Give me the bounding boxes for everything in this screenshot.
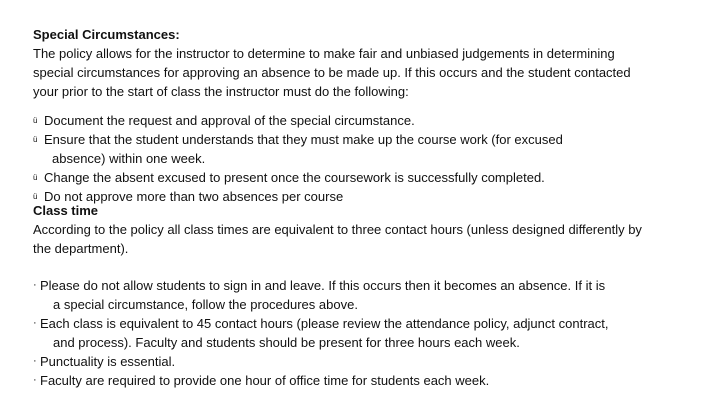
checkmark-bullet-icon: ü (33, 116, 38, 125)
list-item (33, 352, 693, 371)
checkmark-bullet-icon: ü (33, 135, 38, 144)
list-item (33, 314, 693, 352)
dot-bullet-icon: · (33, 355, 37, 367)
list-item-text: Document the request and approval of the special circumstance. (44, 113, 415, 128)
paragraph-line: your prior to the start of class the instructor must do the following: (33, 84, 409, 99)
list-item-text: Ensure that the student understands that they must make up the course work (for excused (44, 132, 563, 147)
list-item-text-continued: a special circumstance, follow the procedures above. (53, 297, 358, 312)
list-item-text: Do not approve more than two absences per course (44, 189, 344, 204)
list-item-text: Punctuality is essential. (40, 354, 176, 369)
paragraph-line: the department). (33, 241, 129, 256)
list-item (33, 130, 693, 168)
checkmark-bullet-icon: ü (33, 192, 38, 201)
list-item-text: Each class is equivalent to 45 contact hours (please review the attendance policy, adjunct contract, (40, 316, 609, 331)
section-heading: Special Circumstances: (33, 27, 180, 42)
special-circumstances-block (33, 25, 693, 206)
paragraph-line: According to the policy all class times are equivalent to three contact hours (unless designed differently by (33, 222, 642, 237)
list-item-text: Please do not allow students to sign in and leave. If this occurs then it becomes an absence. If it is (40, 278, 606, 293)
list-item (33, 111, 693, 130)
list-item-text-continued: and process). Faculty and students should be present for three hours each week. (53, 335, 520, 350)
class-time-block (33, 201, 693, 390)
dot-bullet-icon: · (33, 279, 37, 291)
list-item (33, 371, 693, 390)
dot-bullet-icon: · (33, 374, 37, 386)
checkmark-bullet-icon: ü (33, 173, 38, 182)
paragraph-line: special circumstances for approving an absence to be made up. If this occurs and the student contacted (33, 65, 631, 80)
section-heading: Class time (33, 203, 99, 218)
list-item (33, 276, 693, 314)
list-item (33, 168, 693, 187)
class-time-list (33, 276, 693, 390)
dot-bullet-icon: · (33, 317, 37, 329)
list-item-text: Faculty are required to provide one hour of office time for students each week. (40, 373, 490, 388)
list-item-text: Change the absent excused to present once the coursework is successfully completed. (44, 170, 545, 185)
procedure-list (33, 111, 693, 206)
paragraph-line: The policy allows for the instructor to determine to make fair and unbiased judgements in determining (33, 46, 615, 61)
list-item-text-continued: absence) within one week. (52, 151, 206, 166)
